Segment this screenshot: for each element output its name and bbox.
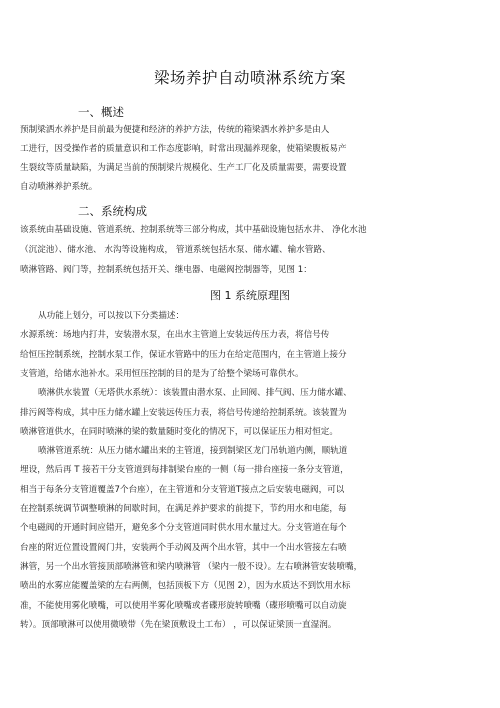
paragraph-line: 喷淋管道供水，在同时喷淋的梁的数量随时变化的情况下，可以保证压力相对恒定。 bbox=[20, 426, 338, 437]
page-title: 梁场养护自动喷淋系统方案 bbox=[153, 69, 346, 87]
paragraph-line: 淋管，另一个出水管接顶部喷淋管和梁内喷淋管 （梁内一般不设）。左右喷淋管安装喷嘴， bbox=[20, 561, 363, 572]
paragraph-line: 该系统由基础设施、管道系统、控制系统等三部分构成，其中基础设施包括水井、 净化水池 bbox=[20, 225, 367, 235]
paragraph-line: 在控制系统调节调整喷淋的间歇时间，在满足养护要求的前提下，节约用水和电能，每 bbox=[20, 504, 347, 514]
paragraph-line: 相当于每条分支管道覆盖7个台座），在主管道和分支管道T接点之后安装电磁阀，可以 bbox=[20, 484, 345, 495]
paragraph-line: 埋设，然后再 T 接若干分支管道到每排制梁台座的一侧（每一排台座接一条分支管道， bbox=[20, 465, 349, 476]
paragraph-line: 喷淋管路、阀门等，控制系统包括开关、继电器、电磁阀控制器等，见图 1： bbox=[20, 265, 312, 275]
paragraph-line: 台座的附近位置设置阀门井，安装两个手动阀及两个出水管，其中一个出水管接左右喷 bbox=[20, 542, 347, 553]
paragraph-line: （沉淀池）、储水池、 水沟等设施构成， 管道系统包括水泵、储水罐、输水管路、 bbox=[20, 245, 331, 255]
paragraph-line: 喷淋供水装置（无塔供水系统）：该装置由潜水泵、止回阀、排气阀、压力储水罐、 bbox=[38, 388, 352, 399]
paragraph-line: 水源系统：场地内打井，安装潜水泵，在出水主管道上安装远传压力表，将信号传 bbox=[20, 330, 330, 341]
paragraph-line: 自动喷淋养护系统。 bbox=[20, 182, 98, 192]
paragraph-line: 预制梁洒水养护是目前最为便捷和经济的养护方法，传统的箱梁洒水养护多是由人 bbox=[20, 125, 330, 135]
paragraph-line: 工进行，因受操作者的质量意识和工作态度影响，时常出现漏养现象，使箱梁腹板易产 bbox=[20, 144, 347, 154]
paragraph-line: 给恒压控制系统，控制水泵工作，保证水管路中的压力在给定范围内，在主管道上接分 bbox=[20, 349, 347, 360]
paragraph-line: 从功能上划分，可以按以下分类描述： bbox=[38, 311, 185, 321]
paragraph-line: 个电磁阀的开通时间应错开，避免多个分支管道同时供水用水量过大。分支管道在每个 bbox=[20, 523, 347, 534]
section-heading-overview: 一、概述 bbox=[78, 105, 124, 119]
paragraph-line: 喷出的水雾应能覆盖梁的左右两侧，包括顶板下方（见图 2），因为水质达不到饮用水标 bbox=[20, 581, 351, 592]
paragraph-line: 转）。顶部喷淋可以使用微喷带（先在梁顶敷设土工布） ，可以保证梁顶一直湿润。 bbox=[20, 619, 337, 630]
paragraph-line: 准，不能使用雾化喷嘴，可以使用半雾化喷嘴或者碟形旋转喷嘴（碟形喷嘴可以自动旋 bbox=[20, 600, 347, 611]
paragraph-line: 支管道，给储水池补水。采用恒压控制的目的是为了给整个梁场可靠供水。 bbox=[20, 368, 304, 379]
figure-caption: 图 1 系统原理图 bbox=[210, 289, 290, 302]
paragraph-line: 生裂纹等质量缺陷，为满足当前的预制梁片规模化、生产工厂化及质量需要，需要设置 bbox=[20, 163, 347, 173]
paragraph-line: 排污阀等构成，其中压力储水罐上安装远传压力表，将信号传递给控制系统。该装置为 bbox=[20, 407, 347, 418]
paragraph-line: 喷淋管道系统：从压力储水罐出来的主管道，接到制梁区龙门吊轨道内侧，顺轨道 bbox=[38, 446, 348, 457]
section-heading-composition: 二、系统构成 bbox=[78, 204, 147, 218]
